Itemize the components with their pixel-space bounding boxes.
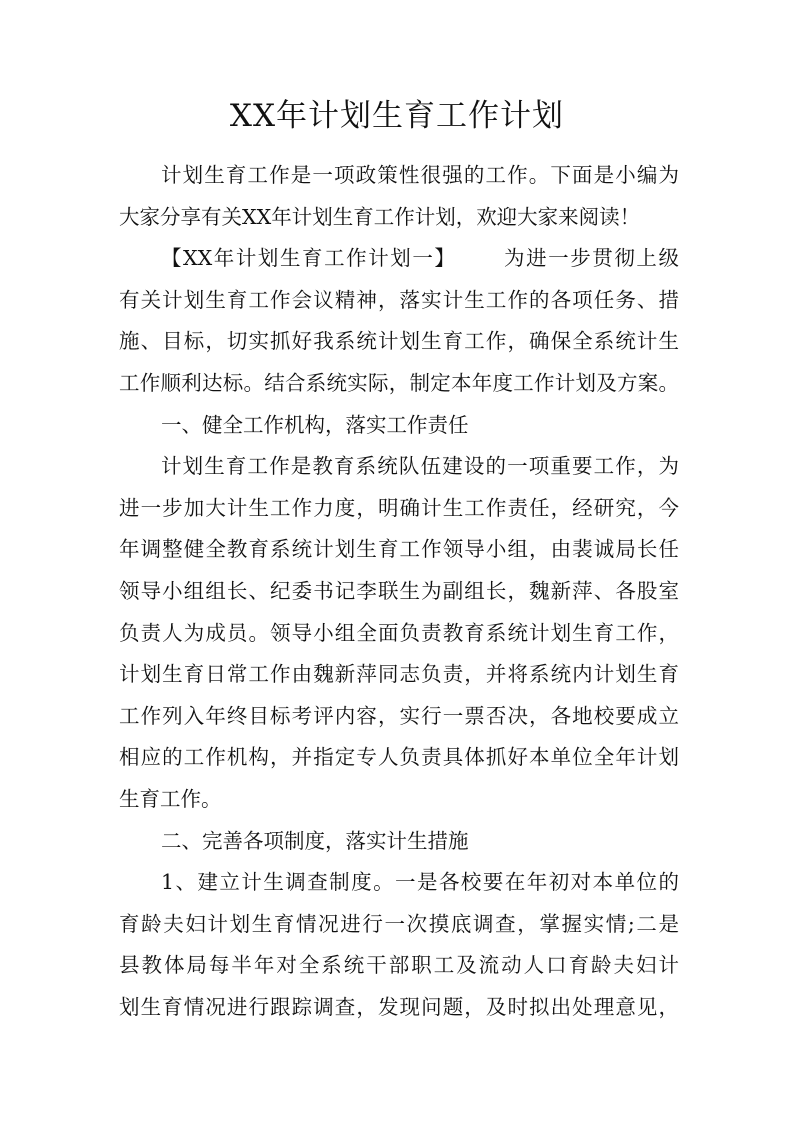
paragraph-line: 工作列入年终目标考评内容，实行一票否决，各地校要成立 — [119, 703, 679, 728]
paragraph-line: 县教体局每半年对全系统干部职工及流动人口育龄夫妇计 — [119, 953, 679, 978]
paragraph-line: 负责人为成员。领导小组全面负责教育系统计划生育工作， — [119, 620, 679, 645]
paragraph-line: 领导小组组长、纪委书记李联生为副组长，魏新萍、各股室 — [119, 578, 679, 603]
paragraph-line: 计划生育工作是教育系统队伍建设的一项重要工作，为 — [161, 454, 679, 479]
paragraph-line: 工作顺利达标。结合系统实际，制定本年度工作计划及方案。 — [119, 370, 679, 395]
document-body — [119, 155, 679, 1028]
paragraph-line: 育龄夫妇计划生育情况进行一次摸底调查，掌握实情;二是 — [119, 911, 679, 936]
paragraph-line: 有关计划生育工作会议精神，落实计生工作的各项任务、措 — [119, 287, 679, 312]
paragraph-line: 进一步加大计生工作力度，明确计生工作责任，经研究，今 — [119, 495, 679, 520]
section-lead-text: 为进一步贯彻上级 — [502, 246, 679, 271]
paragraph-line: 施、目标，切实抓好我系统计划生育工作，确保全系统计生 — [119, 329, 679, 354]
paragraph-line: 划生育情况进行跟踪调查，发现问题，及时拟出处理意见， — [119, 994, 679, 1019]
paragraph-line: 计划生育日常工作由魏新萍同志负责，并将系统内计划生育 — [119, 662, 679, 687]
paragraph-line: 计划生育工作是一项政策性很强的工作。下面是小编为 — [161, 163, 679, 187]
paragraph-line: 相应的工作机构，并指定专人负责具体抓好本单位全年计划 — [119, 745, 679, 770]
section-label: 【XX年计划生育工作计划一】 — [161, 246, 457, 271]
section-heading: 二、完善各项制度，落实计生措施 — [161, 828, 469, 853]
paragraph-line: 年调整健全教育系统计划生育工作领导小组，由裴诚局长任 — [119, 537, 679, 562]
document-title: XX年计划生育工作计划 — [229, 98, 565, 134]
paragraph-line: 1、建立计生调查制度。一是各校要在年初对本单位的 — [161, 870, 679, 895]
section-heading: 一、健全工作机构，落实工作责任 — [161, 412, 469, 437]
paragraph-line — [119, 238, 679, 280]
paragraph-line: 大家分享有关XX年计划生育工作计划，欢迎大家来阅读！ — [119, 204, 641, 229]
paragraph-line: 生育工作。 — [119, 786, 222, 811]
